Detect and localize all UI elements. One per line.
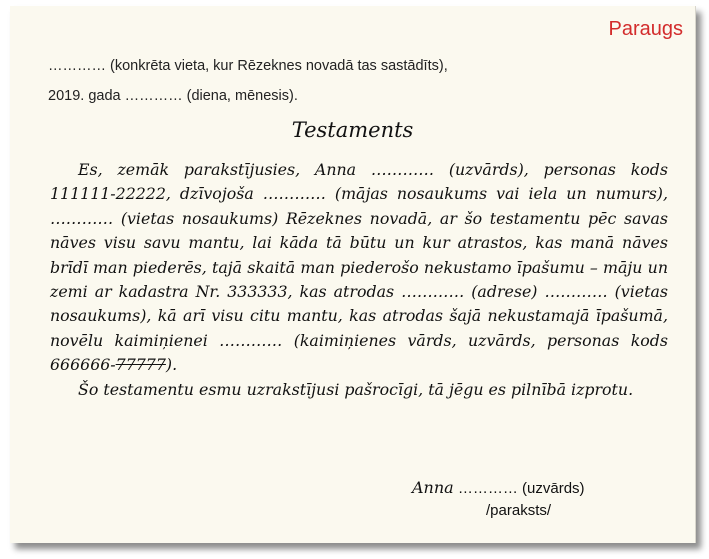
paragraph-2: Šo testamentu esmu uzrakstījusi pašrocīgi, tā jēgu es pilnībā izprotu. <box>78 379 634 399</box>
document-sheet <box>10 6 696 543</box>
place-line: ………… (konkrēta vieta, kur Rēzeknes novadā tas sastādīts), <box>48 58 448 74</box>
signature-name: Anna <box>412 478 454 497</box>
signature-label: /paraksts/ <box>486 502 552 519</box>
struck-digits: 77777 <box>115 355 166 375</box>
testament-body <box>50 158 668 402</box>
document-title: Testaments <box>291 118 414 142</box>
paragraph-1 <box>50 158 668 378</box>
paragraph-1-text: Es, zemāk parakstījusies, Anna ………… (uzvārds), personas kods 111111-22222, dzīvojoša ………… (mājas nosaukums vai iela un numurs), ………… (vietas nosaukums) Rēzeknes novadā, ar šo testamentu pēc savas nāves visu savu mantu, lai kāda tā būtu un kur atrastos, kas manā nāves brīdī man piederēs, tajā skaitā man piederošo nekustamo īpašumu – māju un zemi ar kadastra Nr. 333333, kas atrodas ………… (adrese) ………… (vietas nosaukums), kā arī visu citu mantu, kas atrodas šajā nekustamajā īpašumā, novēlu kaimiņienei ………… (kaimiņienes vārds, uzvārds, personas kods 666666- <box>50 160 668 375</box>
signature-line <box>412 478 585 497</box>
sample-label: Paraugs <box>608 18 683 40</box>
signature-surname: ………… (uzvārds) <box>453 480 585 497</box>
paragraph-1-end: ). <box>165 355 178 375</box>
date-line: 2019. gada ………… (diena, mēnesis). <box>48 88 298 104</box>
